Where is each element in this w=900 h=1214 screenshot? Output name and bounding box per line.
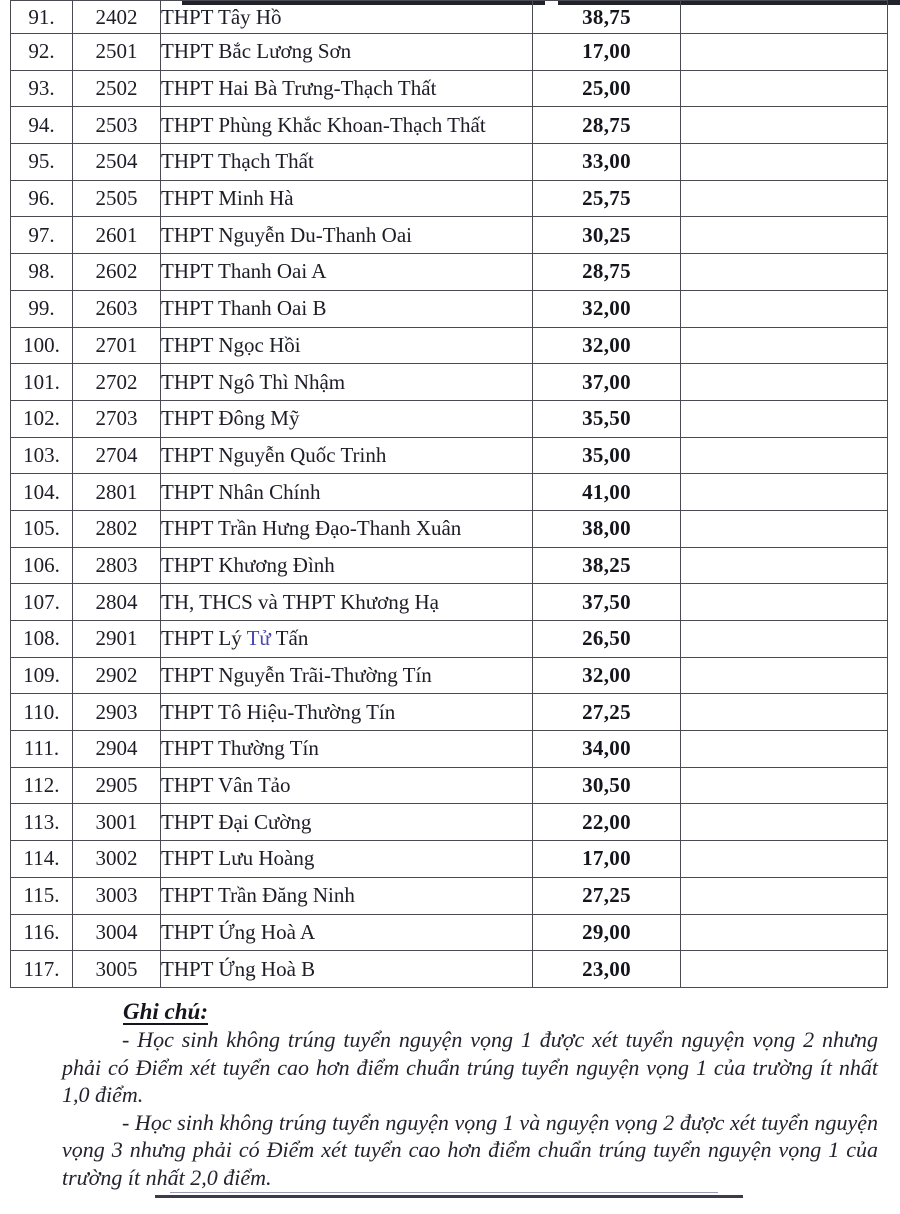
school-code-cell: 2703: [73, 400, 161, 437]
row-number-cell: 91.: [11, 1, 73, 34]
school-code-cell: 2505: [73, 180, 161, 217]
school-name-cell: THPT Nhân Chính: [161, 474, 533, 511]
table-row: [11, 400, 888, 437]
score-cell: 25,75: [533, 180, 681, 217]
school-name-cell: THPT Thường Tín: [161, 731, 533, 768]
score-cell: 22,00: [533, 804, 681, 841]
school-code-cell: 3002: [73, 841, 161, 878]
score-cell: 30,50: [533, 767, 681, 804]
score-cell: 33,00: [533, 144, 681, 181]
school-code-cell: 2504: [73, 144, 161, 181]
row-number-cell: 116.: [11, 914, 73, 951]
note-cell: [681, 254, 888, 291]
note-cell: [681, 290, 888, 327]
school-name-cell: THPT Trần Hưng Đạo-Thanh Xuân: [161, 510, 533, 547]
row-number-cell: 100.: [11, 327, 73, 364]
row-number-cell: 99.: [11, 290, 73, 327]
school-code-cell: 2804: [73, 584, 161, 621]
row-number-cell: 105.: [11, 510, 73, 547]
note-cell: [681, 107, 888, 144]
note-cell: [681, 474, 888, 511]
note-cell: [681, 951, 888, 988]
score-cell: 27,25: [533, 877, 681, 914]
school-code-cell: 2902: [73, 657, 161, 694]
note-cell: [681, 877, 888, 914]
score-cell: 29,00: [533, 914, 681, 951]
school-name-cell: THPT Thạch Thất: [161, 144, 533, 181]
school-code-cell: 2901: [73, 621, 161, 658]
table-row: [11, 1, 888, 34]
row-number-cell: 117.: [11, 951, 73, 988]
note-cell: [681, 547, 888, 584]
school-name-cell: THPT Đông Mỹ: [161, 400, 533, 437]
table-row: [11, 510, 888, 547]
row-number-cell: 110.: [11, 694, 73, 731]
school-name-cell: THPT Minh Hà: [161, 180, 533, 217]
school-name-accent-text: Tử: [246, 626, 271, 651]
score-cell: 32,00: [533, 290, 681, 327]
school-name-cell: THPT Tô Hiệu-Thường Tín: [161, 694, 533, 731]
note-paragraph-1: - Học sinh không trúng tuyển nguyện vọng 1 được xét tuyển nguyện vọng 2 nhưng phải có Điểm xét tuyển cao hơn điểm chuẩn trúng tuyển nguyện vọng 1 của trường ít nhất 1,0 điểm.: [62, 1027, 878, 1108]
note-paragraph-2: - Học sinh không trúng tuyển nguyện vọng 1 và nguyện vọng 2 được xét tuyển nguyện vọng 3 nhưng phải có Điểm xét tuyển cao hơn điểm chuẩn trúng tuyển nguyện vọng 1 của trường ít nhất 2,0 điểm.: [62, 1109, 878, 1190]
school-name-cell: THPT Trần Đăng Ninh: [161, 877, 533, 914]
note-cell: [681, 657, 888, 694]
score-cell: 28,75: [533, 254, 681, 291]
school-name-cell: THPT Bắc Lương Sơn: [161, 34, 533, 71]
row-number-cell: 97.: [11, 217, 73, 254]
score-cell: 23,00: [533, 951, 681, 988]
school-name-cell: THPT Thanh Oai A: [161, 254, 533, 291]
bottom-rule: [155, 1195, 743, 1198]
school-name-cell: THPT Tây Hồ: [161, 1, 533, 34]
school-name-cell: THPT Ứng Hoà A: [161, 914, 533, 951]
row-number-cell: 102.: [11, 400, 73, 437]
table-row: [11, 254, 888, 291]
score-cell: 35,50: [533, 400, 681, 437]
score-cell: 38,00: [533, 510, 681, 547]
table-row: [11, 437, 888, 474]
row-number-cell: 93.: [11, 70, 73, 107]
score-cell: 35,00: [533, 437, 681, 474]
score-cell: 37,50: [533, 584, 681, 621]
table-row: [11, 657, 888, 694]
table-row: [11, 290, 888, 327]
table-row: [11, 694, 888, 731]
table-row: [11, 217, 888, 254]
table-row: [11, 877, 888, 914]
score-cell: 37,00: [533, 364, 681, 401]
school-name-cell: THPT Thanh Oai B: [161, 290, 533, 327]
table-row: [11, 474, 888, 511]
score-cell: 27,25: [533, 694, 681, 731]
school-code-cell: 2704: [73, 437, 161, 474]
school-code-cell: 3001: [73, 804, 161, 841]
table-row: [11, 34, 888, 71]
table-row: [11, 144, 888, 181]
school-name-cell: THPT Nguyễn Quốc Trinh: [161, 437, 533, 474]
school-code-cell: 3003: [73, 877, 161, 914]
note-cell: [681, 804, 888, 841]
school-code-cell: 2701: [73, 327, 161, 364]
note-cell: [681, 34, 888, 71]
table-row: [11, 914, 888, 951]
row-number-cell: 106.: [11, 547, 73, 584]
row-number-cell: 95.: [11, 144, 73, 181]
school-name-cell: THPT Phùng Khắc Khoan-Thạch Thất: [161, 107, 533, 144]
school-code-cell: 2503: [73, 107, 161, 144]
note-cell: [681, 841, 888, 878]
score-cell: 17,00: [533, 841, 681, 878]
note-cell: [681, 70, 888, 107]
school-code-cell: 2502: [73, 70, 161, 107]
row-number-cell: 94.: [11, 107, 73, 144]
school-code-cell: 2402: [73, 1, 161, 34]
note-cell: [681, 180, 888, 217]
row-number-cell: 107.: [11, 584, 73, 621]
school-name-text: Tấn: [270, 626, 309, 651]
table-row: [11, 547, 888, 584]
table-row: [11, 70, 888, 107]
row-number-cell: 92.: [11, 34, 73, 71]
score-cell: 34,00: [533, 731, 681, 768]
row-number-cell: 101.: [11, 364, 73, 401]
school-name-cell: THPT Lưu Hoàng: [161, 841, 533, 878]
table-row: [11, 951, 888, 988]
school-code-cell: 2603: [73, 290, 161, 327]
school-name-cell: THPT Đại Cường: [161, 804, 533, 841]
school-name-text: THPT Lý: [161, 626, 247, 651]
school-name-cell: TH, THCS và THPT Khương Hạ: [161, 584, 533, 621]
note-cell: [681, 327, 888, 364]
school-code-cell: 2803: [73, 547, 161, 584]
table-row: [11, 841, 888, 878]
school-code-cell: 2501: [73, 34, 161, 71]
score-cell: 32,00: [533, 327, 681, 364]
score-table-body: [11, 1, 888, 988]
school-code-cell: 3004: [73, 914, 161, 951]
note-cell: [681, 621, 888, 658]
table-row: [11, 584, 888, 621]
school-name-cell: THPT Hai Bà Trưng-Thạch Thất: [161, 70, 533, 107]
score-cell: 25,00: [533, 70, 681, 107]
table-row: [11, 731, 888, 768]
notes-section: [62, 1026, 878, 1192]
school-name-cell: THPT Ngọc Hồi: [161, 327, 533, 364]
score-cell: 38,25: [533, 547, 681, 584]
note-cell: [681, 584, 888, 621]
row-number-cell: 114.: [11, 841, 73, 878]
school-code-cell: 2801: [73, 474, 161, 511]
note-cell: [681, 1, 888, 34]
school-code-cell: 2602: [73, 254, 161, 291]
note-cell: [681, 144, 888, 181]
score-cell: 32,00: [533, 657, 681, 694]
school-code-cell: 3005: [73, 951, 161, 988]
row-number-cell: 115.: [11, 877, 73, 914]
row-number-cell: 104.: [11, 474, 73, 511]
note-cell: [681, 437, 888, 474]
school-name-cell: THPT Nguyễn Trãi-Thường Tín: [161, 657, 533, 694]
row-number-cell: 96.: [11, 180, 73, 217]
school-code-cell: 2903: [73, 694, 161, 731]
table-row: [11, 327, 888, 364]
table-row: [11, 621, 888, 658]
notes-heading: Ghi chú:: [123, 999, 208, 1024]
school-code-cell: 2904: [73, 731, 161, 768]
row-number-cell: 112.: [11, 767, 73, 804]
note-cell: [681, 400, 888, 437]
score-table: [10, 0, 888, 988]
row-number-cell: 103.: [11, 437, 73, 474]
row-number-cell: 111.: [11, 731, 73, 768]
note-cell: [681, 731, 888, 768]
table-row: [11, 180, 888, 217]
note-cell: [681, 364, 888, 401]
table-row: [11, 767, 888, 804]
score-cell: 30,25: [533, 217, 681, 254]
table-row: [11, 107, 888, 144]
school-code-cell: 2802: [73, 510, 161, 547]
score-cell: 17,00: [533, 34, 681, 71]
score-cell: 28,75: [533, 107, 681, 144]
school-code-cell: 2702: [73, 364, 161, 401]
school-name-cell: THPT Ngô Thì Nhậm: [161, 364, 533, 401]
score-cell: 38,75: [533, 1, 681, 34]
score-cell: 41,00: [533, 474, 681, 511]
school-name-cell: THPT Vân Tảo: [161, 767, 533, 804]
school-name-cell: THPT Ứng Hoà B: [161, 951, 533, 988]
note-cell: [681, 217, 888, 254]
school-name-cell: THPT Khương Đình: [161, 547, 533, 584]
table-row: [11, 804, 888, 841]
score-cell: 26,50: [533, 621, 681, 658]
note-cell: [681, 914, 888, 951]
row-number-cell: 109.: [11, 657, 73, 694]
row-number-cell: 113.: [11, 804, 73, 841]
bottom-rule-shadow: [170, 1192, 718, 1193]
note-cell: [681, 510, 888, 547]
school-name-cell: THPT Nguyễn Du-Thanh Oai: [161, 217, 533, 254]
school-code-cell: 2905: [73, 767, 161, 804]
row-number-cell: 98.: [11, 254, 73, 291]
row-number-cell: 108.: [11, 621, 73, 658]
table-row: [11, 364, 888, 401]
school-code-cell: 2601: [73, 217, 161, 254]
school-name-cell: [161, 621, 533, 658]
note-cell: [681, 767, 888, 804]
note-cell: [681, 694, 888, 731]
